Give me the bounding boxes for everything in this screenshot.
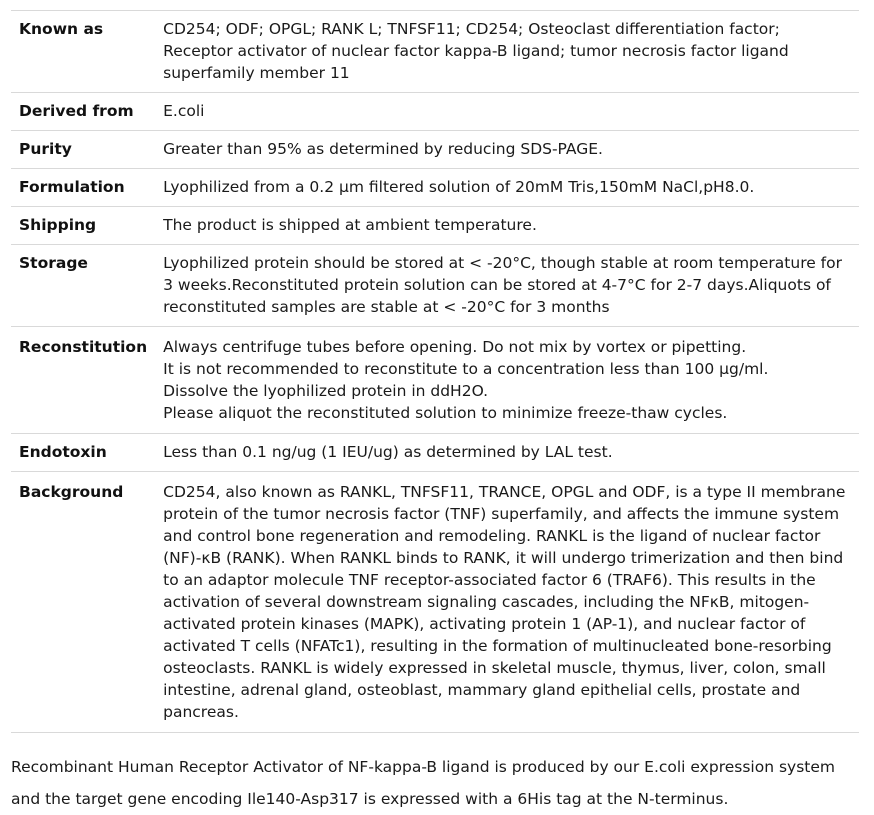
spec-value-reconstitution	[155, 327, 859, 434]
spec-value-endotoxin: Less than 0.1 ng/ug (1 IEU/ug) as determined by LAL test.	[155, 434, 859, 472]
spec-label-purity: Purity	[11, 131, 155, 169]
spec-row-storage	[11, 245, 859, 327]
spec-label-background: Background	[11, 472, 155, 733]
spec-value-purity: Greater than 95% as determined by reducing SDS-PAGE.	[155, 131, 859, 169]
spec-label-reconstitution: Reconstitution	[11, 327, 155, 434]
reconstitution-line: Always centrifuge tubes before opening. Do not mix by vortex or pipetting.	[163, 338, 747, 356]
spec-value-known-as: CD254; ODF; OPGL; RANK L; TNFSF11; CD254; Osteoclast differentiation factor; Receptor activator of nuclear factor kappa-B ligand; tumor necrosis factor ligand superfamily member 11	[155, 11, 859, 93]
spec-row-reconstitution	[11, 327, 859, 434]
spec-row-shipping	[11, 207, 859, 245]
spec-value-storage: Lyophilized protein should be stored at < -20°C, though stable at room temperature for 3 weeks.Reconstituted protein solution can be stored at 4-7°C for 2-7 days.Aliquots of reconstituted samples are stable at < -20°C for 3 months	[155, 245, 859, 327]
spec-row-formulation	[11, 169, 859, 207]
spec-label-formulation: Formulation	[11, 169, 155, 207]
spec-label-derived-from: Derived from	[11, 93, 155, 131]
spec-label-shipping: Shipping	[11, 207, 155, 245]
spec-value-shipping: The product is shipped at ambient temperature.	[155, 207, 859, 245]
spec-label-known-as: Known as	[11, 11, 155, 93]
reconstitution-line: Dissolve the lyophilized protein in ddH2O.	[163, 382, 489, 400]
spec-label-endotoxin: Endotoxin	[11, 434, 155, 472]
spec-row-endotoxin	[11, 434, 859, 472]
spec-value-formulation: Lyophilized from a 0.2 μm filtered solution of 20mM Tris,150mM NaCl,pH8.0.	[155, 169, 859, 207]
reconstitution-line: Please aliquot the reconstituted solution to minimize freeze-thaw cycles.	[163, 404, 728, 422]
spec-row-background	[11, 472, 859, 733]
spec-value-background: CD254, also known as RANKL, TNFSF11, TRANCE, OPGL and ODF, is a type II membrane protein of the tumor necrosis factor (TNF) superfamily, and affects the immune system and control bone regeneration and remodeling. RANKL is the ligand of nuclear factor (NF)-κB (RANK). When RANKL binds to RANK, it will undergo trimerization and then bind to an adaptor molecule TNF receptor-associated factor 6 (TRAF6). This results in the activation of several downstream signaling cascades, including the NFκB, mitogen-activated protein kinases (MAPK), activating protein 1 (AP-1), and nuclear factor of activated T cells (NFATc1), resulting in the formation of multinucleated bone-resorbing osteoclasts. RANKL is widely expressed in skeletal muscle, thymus, liver, colon, small intestine, adrenal gland, osteoblast, mammary gland epithelial cells, prostate and pancreas.	[155, 472, 859, 733]
spec-value-derived-from: E.coli	[155, 93, 859, 131]
spec-row-known-as	[11, 11, 859, 93]
product-summary-paragraph: Recombinant Human Receptor Activator of NF-kappa-B ligand is produced by our E.coli expression system and the target gene encoding Ile140-Asp317 is expressed with a 6His tag at the N-terminus.	[11, 757, 835, 808]
product-spec-table	[11, 10, 859, 733]
spec-row-purity	[11, 131, 859, 169]
spec-row-derived-from	[11, 93, 859, 131]
reconstitution-line: It is not recommended to reconstitute to a concentration less than 100 μg/ml.	[163, 360, 769, 378]
spec-label-storage: Storage	[11, 245, 155, 327]
